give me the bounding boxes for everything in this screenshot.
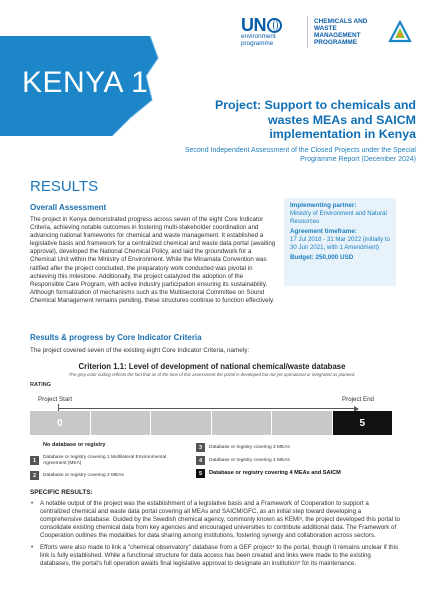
legend-item	[30, 455, 180, 466]
rating-cell-2	[151, 411, 212, 435]
project-title: Project: Support to chemicals and wastes MEAs and SAICM implementation in Kenya	[214, 98, 416, 141]
rating-value: 5	[359, 417, 366, 429]
specific-results-list	[30, 500, 400, 572]
partner-label: Implementing partner:	[290, 202, 357, 209]
legend-number: 2	[30, 471, 39, 480]
legend-text: Database or registry covering 1 Multilateral Environmental Agreement (MEA)	[43, 455, 167, 466]
legend-text: Database or registry covering 4 MEAs	[209, 457, 290, 463]
rating-cell-4	[272, 411, 333, 435]
timeframe-label: Agreement timeframe:	[290, 228, 357, 236]
progress-arrow-line	[58, 408, 356, 409]
rating-scale	[30, 411, 393, 435]
unep-logo-text: UN	[241, 15, 266, 36]
budget-value: Budget: 250,000 USD	[290, 254, 354, 262]
project-end-label: Project End	[342, 396, 374, 403]
legend-number: 5	[196, 469, 205, 478]
project-info-box	[284, 198, 396, 286]
legend-number: 4	[196, 456, 205, 465]
rating-cell-5	[333, 411, 394, 435]
legend-text: Database or registry covering 3 MEAs	[209, 444, 290, 450]
legend-number: 1	[30, 456, 39, 465]
rating-cell-0	[30, 411, 91, 435]
legend-item	[30, 471, 180, 480]
rating-value: 0	[56, 417, 63, 429]
rating-cell-1	[91, 411, 152, 435]
globe-icon	[267, 18, 282, 33]
list-item: • Efforts were also made to link a "chemical observatory" database from a GEF project⁴ to the portal, though it remains unclear if this link is fully established. While a functional structure for data access has been created and links were made to the existing databases, the portal's full operation awaits final legislative approval to designate an institution⁵ for its maintenance.	[30, 544, 400, 568]
legend-text: No database or registry	[43, 441, 106, 448]
criterion-title: Criterion 1.1: Level of development of national chemical/waste database	[78, 362, 346, 371]
specific-results-heading: SPECIFIC RESULTS:	[30, 489, 93, 496]
partner-value: Ministry of Environment and Natural Resources	[290, 210, 387, 225]
progress-intro: The project covered seven of the existing eight Core Indicator Criteria, namely:	[30, 347, 250, 354]
legend-item	[196, 469, 386, 478]
hero-banner	[0, 33, 424, 141]
country-title: KENYA 1	[22, 66, 149, 99]
legend-item	[196, 443, 386, 452]
legend-item	[30, 441, 180, 450]
legend-number: 3	[196, 443, 205, 452]
unep-logo-sub: environment programme	[241, 33, 276, 47]
overall-assessment-text: The project in Kenya demonstrated progress across seven of the eight Core Indicator Criteria, achieving notable outcomes in fostering multi-stakeholder coordination and advancing national frameworks for chemical and waste management. It established a legislative basis and framework for a centralized chemical and waste data portal (awaiting approval), developed the National Chemical Policy, and laid the groundwork for a Chemical Unit within the Ministry of Environment. While the Minamata Convention was ratified after the project concluded, the preparatory work conducted was pivotal in achieving this milestone. Additionally, the project catalyzed the adoption of the Responsible Care Program, with active industry participation ensuring its sustainability. Although formalization of mechanisms such as the Multisectoral Committee on Sound Chemical Management remains pending, these structures continue to function effectively.	[30, 216, 276, 304]
legend-text: Database or registry covering 2 MEAs	[43, 472, 124, 478]
rating-cell-3	[212, 411, 273, 435]
legend-item	[196, 456, 386, 465]
programme-logo-text: CHEMICALS AND WASTE MANAGEMENT PROGRAMME	[314, 18, 368, 46]
legend-number: 0	[30, 441, 39, 450]
criterion-note: The grey color coding reflects the fact that as of the time of this assessment the portal is developed but not yet operational or integrated as planned.	[68, 372, 356, 377]
legend-text: Database or registry covering 4 MEAs and SAICM	[209, 469, 341, 476]
report-subtitle: Second Independent Assessment of the Closed Projects under the Special Programme Report (December 2024)	[184, 147, 416, 163]
progress-heading: Results & progress by Core Indicator Criteria	[30, 333, 202, 342]
rating-label: RATING	[30, 382, 52, 388]
project-start-label: Project Start	[38, 396, 73, 403]
timeframe-value: 17 Jul 2018 - 31 Mar 2022 (initially to 30 Jun 2021, with 1 Amendment)	[290, 236, 390, 251]
overall-assessment-heading: Overall Assessment	[30, 203, 107, 212]
list-item: • A notable output of the project was the establishment of a legislative basis and a Framework of Cooperation to support a centralized chemical and waste data portal covering all MEAs and SAICM/GFC, as an initial step toward developing a comprehensive database. Guided by the Swedish chemical agency, commonly known as KEMI³, the project developed this portal to consolidate existing chemical data from key agencies and encouraged universities to contribute additional data. The Framework of Cooperation outlines the modalities for data sharing among institutions, fostering synergy and collaboration across sectors.	[30, 500, 400, 540]
results-heading: RESULTS	[30, 178, 99, 195]
